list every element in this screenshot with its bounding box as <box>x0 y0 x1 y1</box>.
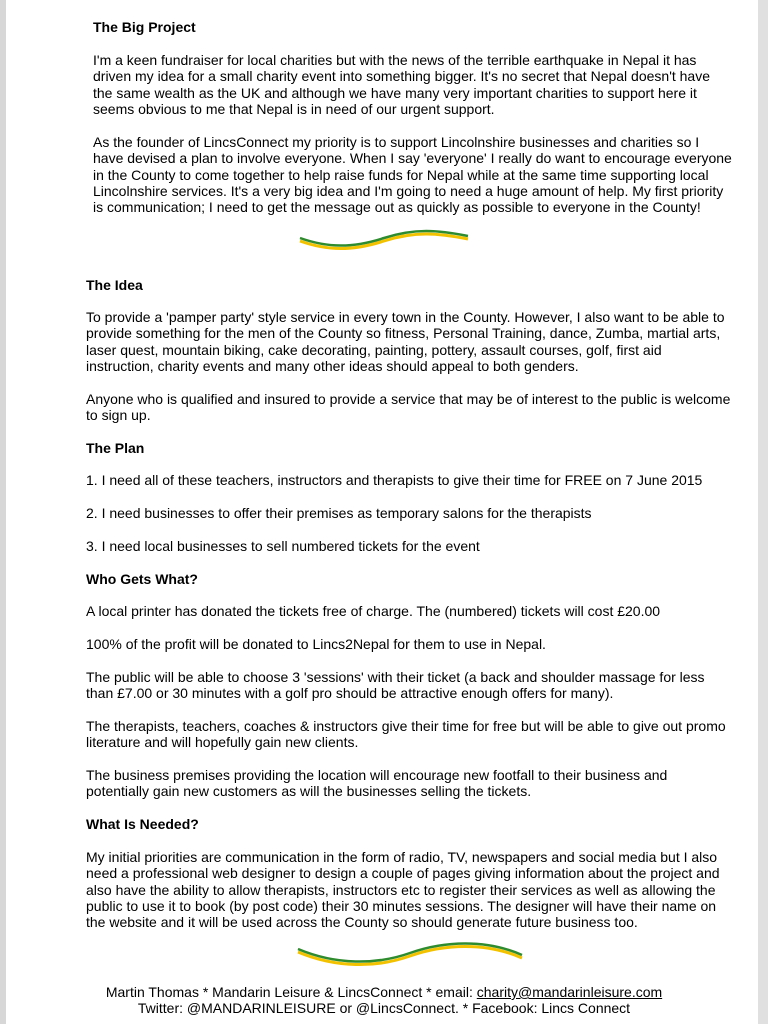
paragraph-who-3: The public will be able to choose 3 'sessions' with their ticket (a back and shoulder massage for less than £7.00 or 30 minutes with a golf pro should be attractive enough offers for many). <box>86 669 705 702</box>
paragraph-idea-1: To provide a 'pamper party' style service in every town in the County. However, I also want to be able to provide something for the men of the County so fitness, Personal Training, dance, Zumba, martial arts, laser quest, mountain biking, cake decorating, painting, pottery, assault courses, golf, first aid instruction, charity events and many other ideas should appeal to both genders. <box>86 309 725 374</box>
heading-big-project: The Big Project <box>93 19 196 35</box>
footer-contact-text: Martin Thomas * Mandarin Leisure & LincsConnect * email: <box>105 984 477 1000</box>
paragraph-idea-2: Anyone who is qualified and insured to provide a service that may be of interest to the public is welcome to sign up. <box>86 391 731 424</box>
paragraph-needed-1: My initial priorities are communication in the form of radio, TV, newspapers and social media but I also need a professional web designer to design a couple of pages giving information about the project and also have the ability to allow therapists, instructors etc to register their services as well as allowing the public to use it to book (by post code) their 30 minutes sessions. The designer will have their name on the website and it will be used across the County so should generate future business too. <box>86 849 720 931</box>
paragraph-big-project-1: I'm a keen fundraiser for local charities but with the news of the terrible earthquake in Nepal it has driven my idea for a small charity event into something bigger. It's no secret that Nepal doesn't have the same wealth as the UK and although we have many very important charities to support here it seems obvious to me that Nepal is in need of our urgent support. <box>93 52 711 117</box>
email-link[interactable]: charity@mandarinleisure.com <box>476 984 663 1000</box>
plan-item-1: 1. I need all of these teachers, instructors and therapists to give their time for FREE on 7 June 2015 <box>86 472 703 488</box>
decorative-wave-divider-top <box>298 229 470 255</box>
paragraph-who-5: The business premises providing the location will encourage new footfall to their business and potentially gain new customers as will the businesses selling the tickets. <box>86 767 668 800</box>
decorative-wave-divider-bottom <box>296 942 524 970</box>
heading-who-gets-what: Who Gets What? <box>86 571 198 587</box>
footer-contact-line <box>0 984 768 1000</box>
paragraph-big-project-2: As the founder of LincsConnect my priority is to support Lincolnshire businesses and charities so I have devised a plan to involve everyone. When I say 'everyone' I really do want to encourage everyone in the County to come together to help raise funds for Nepal while at the same time supporting local Lincolnshire services. It's a very big idea and I'm going to need a huge amount of help. My first priority is communication; I need to get the message out as quickly as possible to everyone in the County! <box>93 134 732 216</box>
page-edge-right <box>758 0 768 1024</box>
paragraph-who-4: The therapists, teachers, coaches & instructors give their time for free but will be able to give out promo literature and will hopefully gain new clients. <box>86 718 726 751</box>
footer-social-line: Twitter: @MANDARINLEISURE or @LincsConnect. * Facebook: Lincs Connect <box>137 1000 631 1016</box>
heading-the-idea: The Idea <box>86 277 143 293</box>
paragraph-who-2: 100% of the profit will be donated to Lincs2Nepal for them to use in Nepal. <box>86 636 546 652</box>
page-edge-left <box>0 0 6 1024</box>
heading-the-plan: The Plan <box>86 440 145 456</box>
heading-what-is-needed: What Is Needed? <box>86 816 199 832</box>
plan-item-3: 3. I need local businesses to sell numbered tickets for the event <box>86 538 480 554</box>
plan-item-2: 2. I need businesses to offer their premises as temporary salons for the therapists <box>86 505 592 521</box>
paragraph-who-1: A local printer has donated the tickets free of charge. The (numbered) tickets will cost £20.00 <box>86 603 661 619</box>
